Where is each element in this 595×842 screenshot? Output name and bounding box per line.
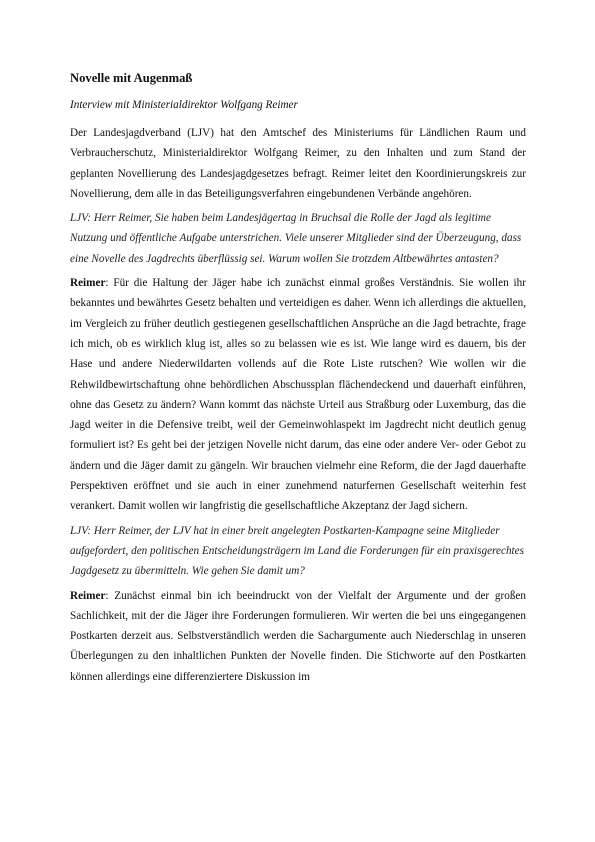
answer-2 — [70, 586, 526, 687]
speaker-name: Reimer — [70, 589, 106, 602]
answer-1 — [70, 273, 526, 517]
question-1: LJV: Herr Reimer, Sie haben beim Landesjägertag in Bruchsal die Rolle der Jagd als legitime Nutzung und öffentliche Aufgabe unterstrichen. Viele unserer Mitglieder sind der Überzeugung, dass eine Novelle des Jagdrechts überflüssig sei. Warum wollen Sie trotzdem Altbewährtes antasten? — [70, 212, 522, 265]
article-body — [70, 70, 526, 691]
article-title: Novelle mit Augenmaß — [70, 71, 193, 85]
answer-2-text: : Zunächst einmal bin ich beeindruckt von der Vielfalt der Argumente und der großen Sachlichkeit, mit der die Jäger ihre Forderungen formulieren. Wir werten die bei uns eingegangenen Postkarten derzeit aus. Selbstverständlich werden die Sachargumente auch Niederschlag in unseren Überlegungen zu den inhaltlichen Punkten der Novelle finden. Die Stichworte auf den Postkarten können allerdings eine differenziertere Diskussion im — [70, 589, 526, 683]
speaker-name: Reimer — [70, 277, 106, 290]
question-2: LJV: Herr Reimer, der LJV hat in einer breit angelegten Postkarten-Kampagne seine Mitglieder aufgefordert, den politischen Entscheidungsträgern im Land die Forderungen für ein praxisgerechtes Jagdgesetz zu übermitteln. Wie gehen Sie damit um? — [70, 524, 524, 578]
answer-1-text: : Für die Haltung der Jäger habe ich zunächst einmal großes Verständnis. Sie wollen ihr bekanntes und bewährtes Gesetz behalten und verteidigen es daher. Wenn ich allerdings die aktuellen, im Vergleich zu früher deutlich gestiegenen gesellschaftlichen Ansprüche an die Jagd betrachte, frage ich mich, ob es wirklich klug ist, alles so zu belassen wie es ist. Wie lange wird es dauern, bis der Hase und andere Niederwildarten vollends auf die Rote Liste rutschen? Wie wollen wir die Rehwildbewirtschaftung ohne behördlichen Abschussplan flächendeckend und dauerhaft einführen, ohne das Gesetz zu ändern? Wann kommt das nächste Urteil aus Straßburg oder Luxemburg, das die Jagd weiter in die Defensive treibt, weil der Gemeinwohlaspekt im Jagdrecht nicht deutlich genug formuliert ist? Es geht bei der jetzigen Novelle nicht darum, das eine oder andere Ver- oder Gebot zu ändern und die Jäger damit zu gängeln. Wir brauchen vielmehr eine Reform, die der Jagd dauerhafte Perspektiven eröffnet und sie auch in einer zunehmend naturfernen Gesellschaft weiterhin fest verankert. Damit wollen wir langfristig die gesellschaftliche Akzeptanz der Jagd sichern. — [70, 277, 526, 513]
article-subtitle: Interview mit Ministerialdirektor Wolfgang Reimer — [70, 99, 298, 111]
intro-paragraph: Der Landesjagdverband (LJV) hat den Amtschef des Ministeriums für Ländlichen Raum und Verbraucherschutz, Ministerialdirektor Wolfgang Reimer, zu den Inhalten und zum Stand der geplanten Novellierung des Landesjagdgesetzes befragt. Reimer leitet den Koordinierungskreis zur Novellierung, dem alle in das Beteiligungsverfahren eingebundenen Verbände angehören. — [70, 127, 526, 200]
